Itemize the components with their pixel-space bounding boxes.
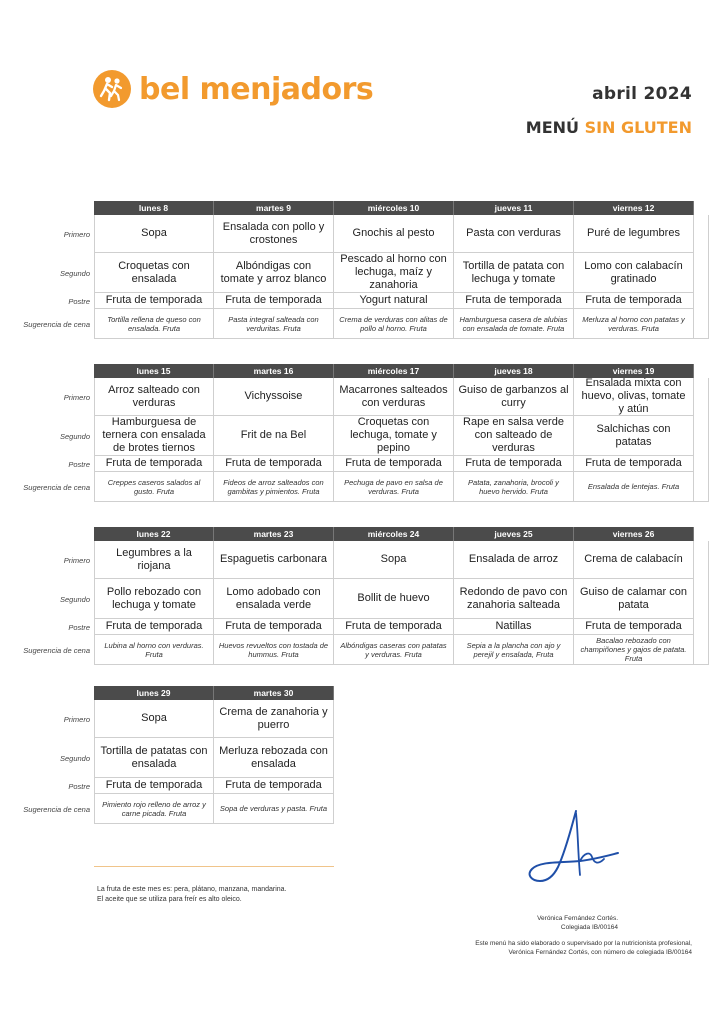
menu-cell-sugerencia: Pechuga de pavo en salsa de verduras. Fruta [334, 472, 454, 502]
menu-cell-sugerencia: Sopa de verduras y pasta. Fruta [214, 794, 334, 824]
day-header: miércoles 10 [334, 201, 454, 215]
grid-edge [694, 215, 709, 339]
menu-cell-primero: Sopa [334, 541, 454, 579]
menu-cell-sugerencia: Bacalao rebozado con champiñones y gajos de patata. Fruta [574, 635, 694, 665]
menu-cell-sugerencia: Lubina al horno con verduras. Fruta [94, 635, 214, 665]
menu-cell-sugerencia: Merluza al horno con patatas y verduras. Fruta [574, 309, 694, 339]
fruit-note [97, 885, 287, 905]
row-label-segundo: Segundo [59, 431, 90, 441]
menu-cell-postre: Fruta de temporada [214, 619, 334, 635]
menu-cell-primero: Ensalada de arroz [454, 541, 574, 579]
row-label-segundo: Segundo [59, 753, 90, 763]
row-label-sugerencia: Sugerencia de cena [23, 319, 90, 329]
menu-cell-sugerencia: Pasta integral salteada con verduritas. Fruta [214, 309, 334, 339]
menu-cell-segundo: Albóndigas con tomate y arroz blanco [214, 253, 334, 293]
menu-cell-sugerencia: Fideos de arroz salteados con gambitas y pimientos. Fruta [214, 472, 334, 502]
menu-cell-primero: Gnochis al pesto [334, 215, 454, 253]
disclaimer-line: Verónica Fernández Cortés, con número de colegiada IB/00164 [508, 949, 692, 956]
oil-note-line: El aceite que se utiliza para freír es alto oleico. [97, 896, 242, 903]
menu-cell-postre: Fruta de temporada [574, 456, 694, 472]
row-label-primero: Primero [63, 392, 90, 402]
menu-cell-sugerencia: Ensalada de lentejas. Fruta [574, 472, 694, 502]
menu-cell-postre: Fruta de temporada [574, 619, 694, 635]
menu-cell-segundo: Bollit de huevo [334, 579, 454, 619]
day-header: lunes 29 [94, 686, 214, 700]
row-label-sugerencia: Sugerencia de cena [23, 804, 90, 814]
menu-cell-sugerencia: Creppes caseros salados al gusto. Fruta [94, 472, 214, 502]
row-label-postre: Postre [68, 781, 90, 791]
menu-cell-postre: Fruta de temporada [334, 619, 454, 635]
day-header: martes 30 [214, 686, 334, 700]
menu-cell-segundo: Croquetas con lechuga, tomate y pepino [334, 416, 454, 456]
menu-cell-primero: Legumbres a la riojana [94, 541, 214, 579]
row-label-postre: Postre [68, 296, 90, 306]
menu-cell-primero: Sopa [94, 215, 214, 253]
running-kids-icon [93, 70, 131, 108]
row-label-primero: Primero [63, 714, 90, 724]
menu-cell-primero: Puré de legumbres [574, 215, 694, 253]
menu-cell-sugerencia: Hamburguesa casera de alubias con ensalada de tomate. Fruta [454, 309, 574, 339]
menu-cell-postre: Fruta de temporada [454, 456, 574, 472]
menu-cell-postre: Fruta de temporada [94, 778, 214, 794]
menu-cell-segundo: Lomo adobado con ensalada verde [214, 579, 334, 619]
day-header: jueves 25 [454, 527, 574, 541]
menu-cell-segundo: Salchichas con patatas [574, 416, 694, 456]
day-header: jueves 18 [454, 364, 574, 378]
menu-cell-primero: Guiso de garbanzos al curry [454, 378, 574, 416]
menu-cell-primero: Pasta con verduras [454, 215, 574, 253]
brand-logo [93, 70, 373, 108]
menu-cell-primero: Ensalada mixta con huevo, olivas, tomate y atún [574, 378, 694, 416]
menu-cell-sugerencia: Albóndigas caseras con patatas y verduras. Fruta [334, 635, 454, 665]
menu-cell-segundo: Lomo con calabacín gratinado [574, 253, 694, 293]
day-header: martes 9 [214, 201, 334, 215]
menu-cell-segundo: Pollo rebozado con lechuga y tomate [94, 579, 214, 619]
day-header: lunes 8 [94, 201, 214, 215]
menu-cell-postre: Natillas [454, 619, 574, 635]
row-label-segundo: Segundo [59, 268, 90, 278]
menu-cell-segundo: Guiso de calamar con patata [574, 579, 694, 619]
grid-edge [694, 541, 709, 665]
menu-cell-segundo: Merluza rebozada con ensalada [214, 738, 334, 778]
menu-title-suffix: SIN GLUTEN [584, 118, 692, 137]
menu-cell-segundo: Rape en salsa verde con salteado de verduras [454, 416, 574, 456]
day-header: miércoles 17 [334, 364, 454, 378]
menu-title [526, 118, 692, 137]
menu-cell-postre: Fruta de temporada [334, 456, 454, 472]
menu-cell-segundo: Pescado al horno con lechuga, maíz y zanahoria [334, 253, 454, 293]
menu-cell-postre: Fruta de temporada [214, 293, 334, 309]
row-label-postre: Postre [68, 622, 90, 632]
menu-cell-postre: Fruta de temporada [574, 293, 694, 309]
menu-title-prefix: MENÚ [525, 118, 579, 137]
grid-edge [694, 378, 709, 502]
row-label-segundo: Segundo [59, 594, 90, 604]
menu-cell-segundo: Redondo de pavo con zanahoria salteada [454, 579, 574, 619]
menu-cell-primero: Crema de zanahoria y puerro [214, 700, 334, 738]
day-header: martes 23 [214, 527, 334, 541]
menu-cell-postre: Fruta de temporada [94, 456, 214, 472]
row-label-sugerencia: Sugerencia de cena [23, 482, 90, 492]
day-header: lunes 15 [94, 364, 214, 378]
signer-name: Verónica Fernández Cortés. [537, 915, 618, 922]
menu-cell-sugerencia: Crema de verduras con alitas de pollo al horno. Fruta [334, 309, 454, 339]
menu-cell-postre: Fruta de temporada [454, 293, 574, 309]
nutritionist-disclaimer [475, 939, 692, 957]
menu-cell-postre: Fruta de temporada [94, 293, 214, 309]
menu-cell-sugerencia: Sepia a la plancha con ajo y perejil y ensalada, Fruta [454, 635, 574, 665]
row-label-postre: Postre [68, 459, 90, 469]
day-header: martes 16 [214, 364, 334, 378]
day-header: viernes 19 [574, 364, 694, 378]
menu-cell-sugerencia: Pimiento rojo relleno de arroz y carne picada. Fruta [94, 794, 214, 824]
menu-cell-sugerencia: Tortilla rellena de queso con ensalada. Fruta [94, 309, 214, 339]
menu-cell-primero: Ensalada con pollo y crostones [214, 215, 334, 253]
menu-cell-primero: Vichyssoise [214, 378, 334, 416]
menu-cell-postre: Fruta de temporada [94, 619, 214, 635]
menu-cell-segundo: Croquetas con ensalada [94, 253, 214, 293]
menu-cell-sugerencia: Patata, zanahoria, brocoli y huevo hervido. Fruta [454, 472, 574, 502]
disclaimer-line: Este menú ha sido elaborado o supervisado por la nutricionista profesional, [475, 940, 692, 947]
menu-cell-segundo: Tortilla de patata con lechuga y tomate [454, 253, 574, 293]
menu-cell-segundo: Hamburguesa de ternera con ensalada de brotes tiernos [94, 416, 214, 456]
footer-divider [94, 866, 334, 867]
fruit-note-line: La fruta de este mes es: pera, plátano, manzana, mandarina. [97, 886, 287, 893]
menu-cell-segundo: Frit de na Bel [214, 416, 334, 456]
menu-cell-postre: Yogurt natural [334, 293, 454, 309]
row-label-sugerencia: Sugerencia de cena [23, 645, 90, 655]
menu-cell-postre: Fruta de temporada [214, 778, 334, 794]
signature [518, 805, 628, 900]
menu-cell-segundo: Tortilla de patatas con ensalada [94, 738, 214, 778]
row-label-primero: Primero [63, 555, 90, 565]
menu-cell-primero: Sopa [94, 700, 214, 738]
menu-cell-postre: Fruta de temporada [214, 456, 334, 472]
row-label-primero: Primero [63, 229, 90, 239]
day-header: lunes 22 [94, 527, 214, 541]
day-header: miércoles 24 [334, 527, 454, 541]
signer-block [537, 914, 618, 932]
signer-registration: Colegiada IB/00164 [560, 924, 618, 931]
brand-name: bel menjadors [139, 71, 374, 107]
day-header: jueves 11 [454, 201, 574, 215]
menu-cell-primero: Crema de calabacín [574, 541, 694, 579]
menu-cell-sugerencia: Huevos revueltos con tostada de hummus. Fruta [214, 635, 334, 665]
day-header: viernes 12 [574, 201, 694, 215]
menu-cell-primero: Espaguetis carbonara [214, 541, 334, 579]
menu-cell-primero: Arroz salteado con verduras [94, 378, 214, 416]
menu-cell-primero: Macarrones salteados con verduras [334, 378, 454, 416]
day-header: viernes 26 [574, 527, 694, 541]
month-label: abril 2024 [592, 84, 692, 104]
